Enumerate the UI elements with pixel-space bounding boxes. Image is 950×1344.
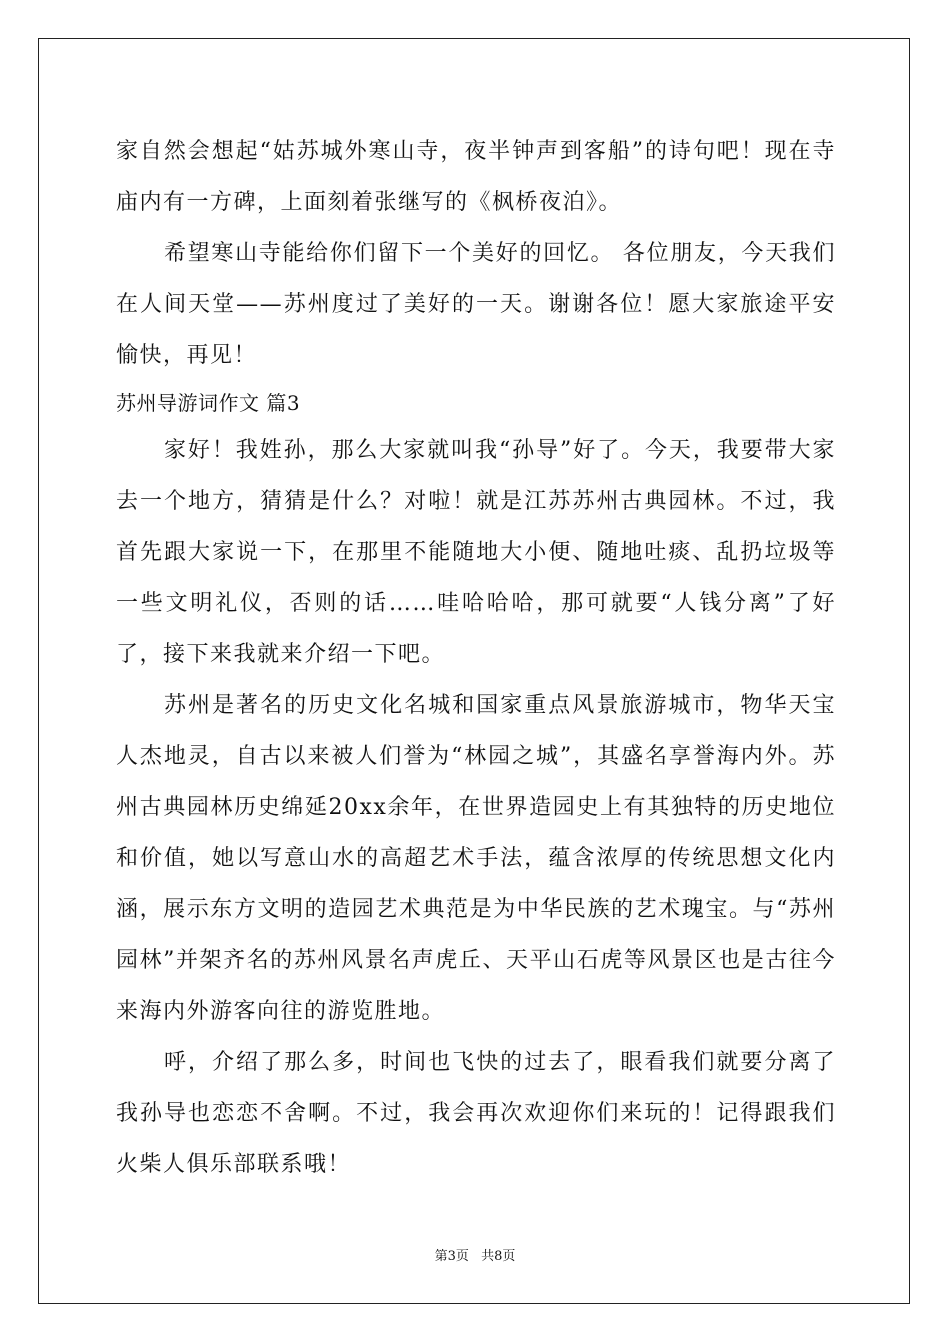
page-footer	[0, 1245, 950, 1264]
paragraph-5: 呼，介绍了那么多，时间也飞快的过去了，眼看我们就要分离了我孙导也恋恋不舍啊。不过，我会再次欢迎你们来玩的！记得跟我们火柴人俱乐部联系哦！	[116, 1050, 836, 1177]
paragraph-2: 希望寒山寺能给你们留下一个美好的回忆。 各位朋友，今天我们在人间天堂——苏州度过了美好的一天。谢谢各位！愿大家旅途平安愉快，再见！	[116, 241, 836, 368]
page-total: 共8页	[481, 1249, 516, 1264]
paragraph-3: 家好！我姓孙，那么大家就叫我“孙导”好了。今天，我要带大家去一个地方，猜猜是什么？对啦！就是江苏苏州古典园林。不过，我首先跟大家说一下，在那里不能随地大小便、随地吐痰、乱扔垃圾等一些文明礼仪，否则的话……哇哈哈哈，那可就要“人钱分离”了好了，接下来我就来介绍一下吧。	[116, 438, 836, 667]
page-number: 第3页	[434, 1249, 469, 1264]
paragraph-1: 家自然会想起“姑苏城外寒山寺，夜半钟声到客船”的诗句吧！现在寺庙内有一方碑，上面刻着张继写的《枫桥夜泊》。	[116, 139, 836, 215]
section-title: 苏州导游词作文 篇3	[116, 391, 301, 415]
document-body	[116, 126, 836, 1190]
paragraph-4: 苏州是著名的历史文化名城和国家重点风景旅游城市，物华天宝人杰地灵，自古以来被人们誉为“林园之城”，其盛名享誉海内外。苏州古典园林历史绵延20xx余年，在世界造园史上有其独特的历史地位和价值，她以写意山水的高超艺术手法，蕴含浓厚的传统思想文化内涵，展示东方文明的造园艺术典范是为中华民族的艺术瑰宝。与“苏州园林”并架齐名的苏州风景名声虎丘、天平山石虎等风景区也是古往今来海内外游客向往的游览胜地。	[116, 693, 836, 1024]
